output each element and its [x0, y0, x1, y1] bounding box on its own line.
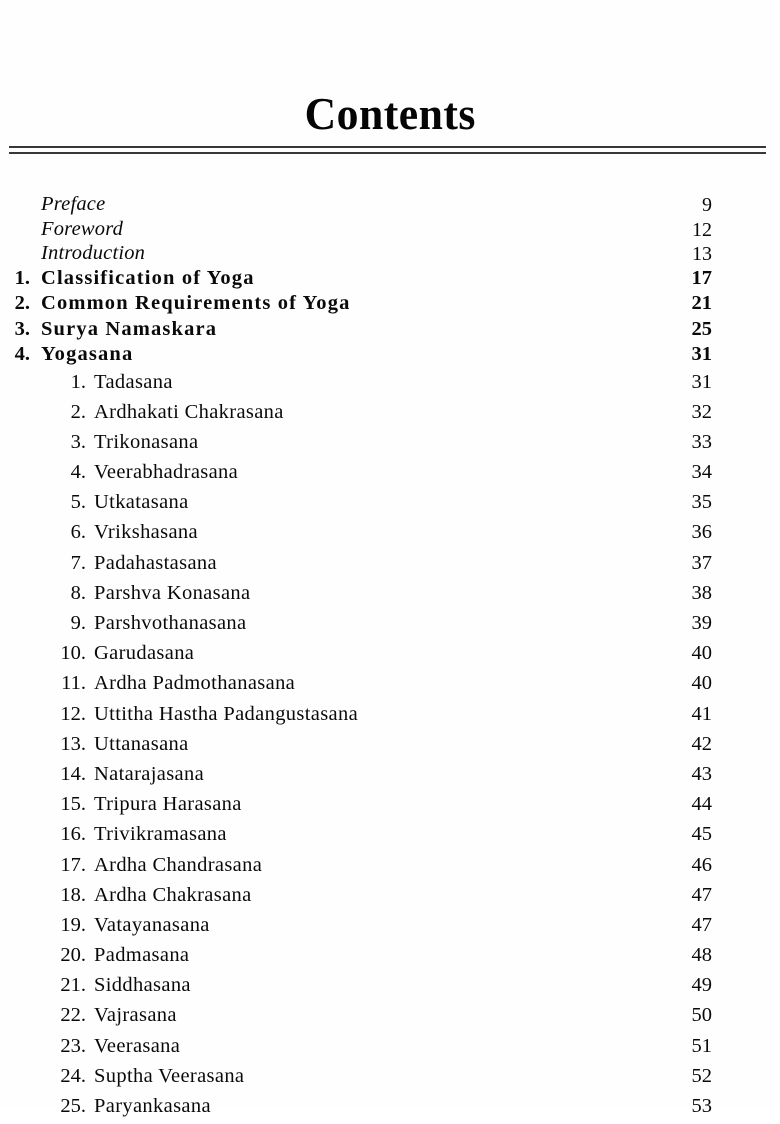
toc-entry-page-number: 17 [692, 267, 713, 290]
toc-entry-number: 18. [34, 884, 86, 907]
toc-entry-page-number: 12 [692, 219, 712, 242]
toc-entry-label: Preface [41, 193, 105, 216]
toc-entry[interactable] [0, 611, 780, 641]
toc-entry-page-number: 39 [692, 612, 713, 635]
toc-entry-number: 4. [0, 343, 30, 366]
toc-subitem-group [0, 370, 780, 1124]
toc-entry-number: 25. [34, 1095, 86, 1118]
toc-entry[interactable] [0, 762, 780, 792]
toc-chapter-group [0, 268, 780, 370]
toc-entry-label: Natarajasana [94, 763, 204, 786]
toc-entry-label: Paryankasana [94, 1095, 211, 1118]
toc-entry-page-number: 45 [692, 823, 713, 846]
toc-entry-label: Uttanasana [94, 733, 189, 756]
toc-entry-number: 2. [34, 401, 86, 424]
toc-entry-page-number: 38 [692, 582, 713, 605]
toc-entry-page-number: 47 [692, 884, 713, 907]
toc-entry[interactable] [0, 551, 780, 581]
toc-entry-page-number: 49 [692, 974, 713, 997]
toc-entry[interactable] [0, 792, 780, 822]
toc-entry-label: Utkatasana [94, 491, 189, 514]
toc-entry[interactable] [0, 1034, 780, 1064]
toc-entry-label: Vajrasana [94, 1004, 177, 1027]
toc-entry-label: Siddhasana [94, 974, 191, 997]
toc-entry-page-number: 50 [692, 1004, 713, 1027]
toc-entry[interactable] [0, 268, 780, 294]
page-title: Contents [304, 92, 475, 137]
toc-entry-number: 14. [34, 763, 86, 786]
toc-entry-number: 22. [34, 1004, 86, 1027]
toc-entry-label: Ardha Padmothanasana [94, 672, 295, 695]
toc-entry-page-number: 41 [692, 703, 713, 726]
toc-entry[interactable] [0, 702, 780, 732]
toc-entry-label: Padahastasana [94, 552, 217, 575]
toc-entry-page-number: 40 [692, 642, 713, 665]
toc-entry-page-number: 31 [692, 343, 713, 366]
toc-entry-label: Veerasana [94, 1035, 180, 1058]
toc-entry-number: 1. [0, 267, 30, 290]
toc-entry-page-number: 32 [692, 401, 713, 424]
toc-entry-number: 21. [34, 974, 86, 997]
toc-entry-number: 17. [34, 854, 86, 877]
toc-entry-number: 10. [34, 642, 86, 665]
toc-entry-label: Parshva Konasana [94, 582, 250, 605]
toc-entry-number: 12. [34, 703, 86, 726]
toc-entry-number: 15. [34, 793, 86, 816]
toc-entry-label: Classification of Yoga [41, 267, 255, 290]
toc-entry[interactable] [0, 370, 780, 400]
toc-entry[interactable] [0, 581, 780, 611]
toc-entry-number: 3. [0, 318, 30, 341]
page-title-block [0, 92, 780, 137]
toc-entry-page-number: 21 [692, 292, 713, 315]
toc-entry-label: Tadasana [94, 371, 173, 394]
toc-entry-label: Tripura Harasana [94, 793, 242, 816]
toc-entry[interactable] [0, 400, 780, 430]
toc-entry-number: 1. [34, 371, 86, 394]
toc-entry-number: 20. [34, 944, 86, 967]
toc-entry-page-number: 53 [692, 1095, 713, 1118]
toc-entry-number: 23. [34, 1035, 86, 1058]
toc-entry[interactable] [0, 883, 780, 913]
toc-entry[interactable] [0, 732, 780, 762]
toc-entry[interactable] [0, 194, 780, 219]
toc-entry-page-number: 43 [692, 763, 713, 786]
toc-entry-page-number: 40 [692, 672, 713, 695]
toc-entry-page-number: 13 [692, 243, 712, 266]
toc-entry[interactable] [0, 460, 780, 490]
toc-entry[interactable] [0, 520, 780, 550]
toc-entry[interactable] [0, 641, 780, 671]
toc-entry-page-number: 52 [692, 1065, 713, 1088]
toc-entry-page-number: 51 [692, 1035, 713, 1058]
toc-entry-page-number: 46 [692, 854, 713, 877]
toc-entry-page-number: 44 [692, 793, 713, 816]
toc-entry-number: 5. [34, 491, 86, 514]
toc-entry-number: 9. [34, 612, 86, 635]
toc-entry-number: 4. [34, 461, 86, 484]
toc-entry-number: 8. [34, 582, 86, 605]
toc-entry[interactable] [0, 822, 780, 852]
toc-entry-page-number: 47 [692, 914, 713, 937]
divider-rule-bottom [9, 152, 766, 154]
toc-entry-page-number: 33 [692, 431, 713, 454]
title-divider [9, 146, 766, 156]
toc-entry-number: 2. [0, 292, 30, 315]
toc-entry-label: Foreword [41, 218, 123, 241]
toc-entry[interactable] [0, 853, 780, 883]
toc-entry-number: 24. [34, 1065, 86, 1088]
toc-entry-number: 6. [34, 521, 86, 544]
table-of-contents [0, 194, 780, 1124]
toc-front-matter-group [0, 194, 780, 268]
toc-entry[interactable] [0, 243, 780, 268]
toc-entry-page-number: 25 [692, 318, 713, 341]
toc-entry-label: Ardha Chakrasana [94, 884, 252, 907]
toc-entry[interactable] [0, 319, 780, 345]
toc-entry[interactable] [0, 219, 780, 244]
toc-entry-number: 7. [34, 552, 86, 575]
toc-entry-label: Introduction [41, 242, 145, 265]
divider-rule-top [9, 146, 766, 148]
toc-entry-number: 13. [34, 733, 86, 756]
toc-entry[interactable] [0, 293, 780, 319]
toc-entry[interactable] [0, 1094, 780, 1124]
toc-entry-number: 16. [34, 823, 86, 846]
toc-entry-page-number: 37 [692, 552, 713, 575]
toc-entry-label: Suptha Veerasana [94, 1065, 244, 1088]
toc-entry-page-number: 36 [692, 521, 713, 544]
toc-entry-label: Garudasana [94, 642, 194, 665]
toc-entry-number: 11. [34, 672, 86, 695]
toc-entry-label: Ardhakati Chakrasana [94, 401, 284, 424]
toc-entry[interactable] [0, 913, 780, 943]
toc-entry[interactable] [0, 943, 780, 973]
toc-entry-label: Vrikshasana [94, 521, 198, 544]
toc-entry-page-number: 9 [702, 194, 712, 217]
toc-entry[interactable] [0, 973, 780, 1003]
toc-entry-page-number: 48 [692, 944, 713, 967]
toc-entry[interactable] [0, 1064, 780, 1094]
toc-entry-page-number: 34 [692, 461, 713, 484]
toc-entry-label: Common Requirements of Yoga [41, 292, 351, 315]
toc-entry-label: Ardha Chandrasana [94, 854, 262, 877]
toc-entry[interactable] [0, 430, 780, 460]
toc-entry-label: Uttitha Hastha Padangustasana [94, 703, 358, 726]
toc-entry[interactable] [0, 490, 780, 520]
toc-entry-label: Yogasana [41, 343, 133, 366]
toc-entry-label: Veerabhadrasana [94, 461, 238, 484]
toc-entry-number: 19. [34, 914, 86, 937]
toc-entry[interactable] [0, 1003, 780, 1033]
toc-entry-page-number: 31 [692, 371, 713, 394]
toc-entry-page-number: 35 [692, 491, 713, 514]
toc-entry-number: 3. [34, 431, 86, 454]
toc-entry[interactable] [0, 344, 780, 370]
toc-entry-label: Trikonasana [94, 431, 198, 454]
toc-entry-label: Vatayanasana [94, 914, 210, 937]
toc-entry-page-number: 42 [692, 733, 713, 756]
toc-entry-label: Trivikramasana [94, 823, 227, 846]
toc-entry-label: Padmasana [94, 944, 189, 967]
toc-entry-label: Parshvothanasana [94, 612, 246, 635]
toc-entry-label: Surya Namaskara [41, 318, 217, 341]
toc-entry[interactable] [0, 671, 780, 701]
